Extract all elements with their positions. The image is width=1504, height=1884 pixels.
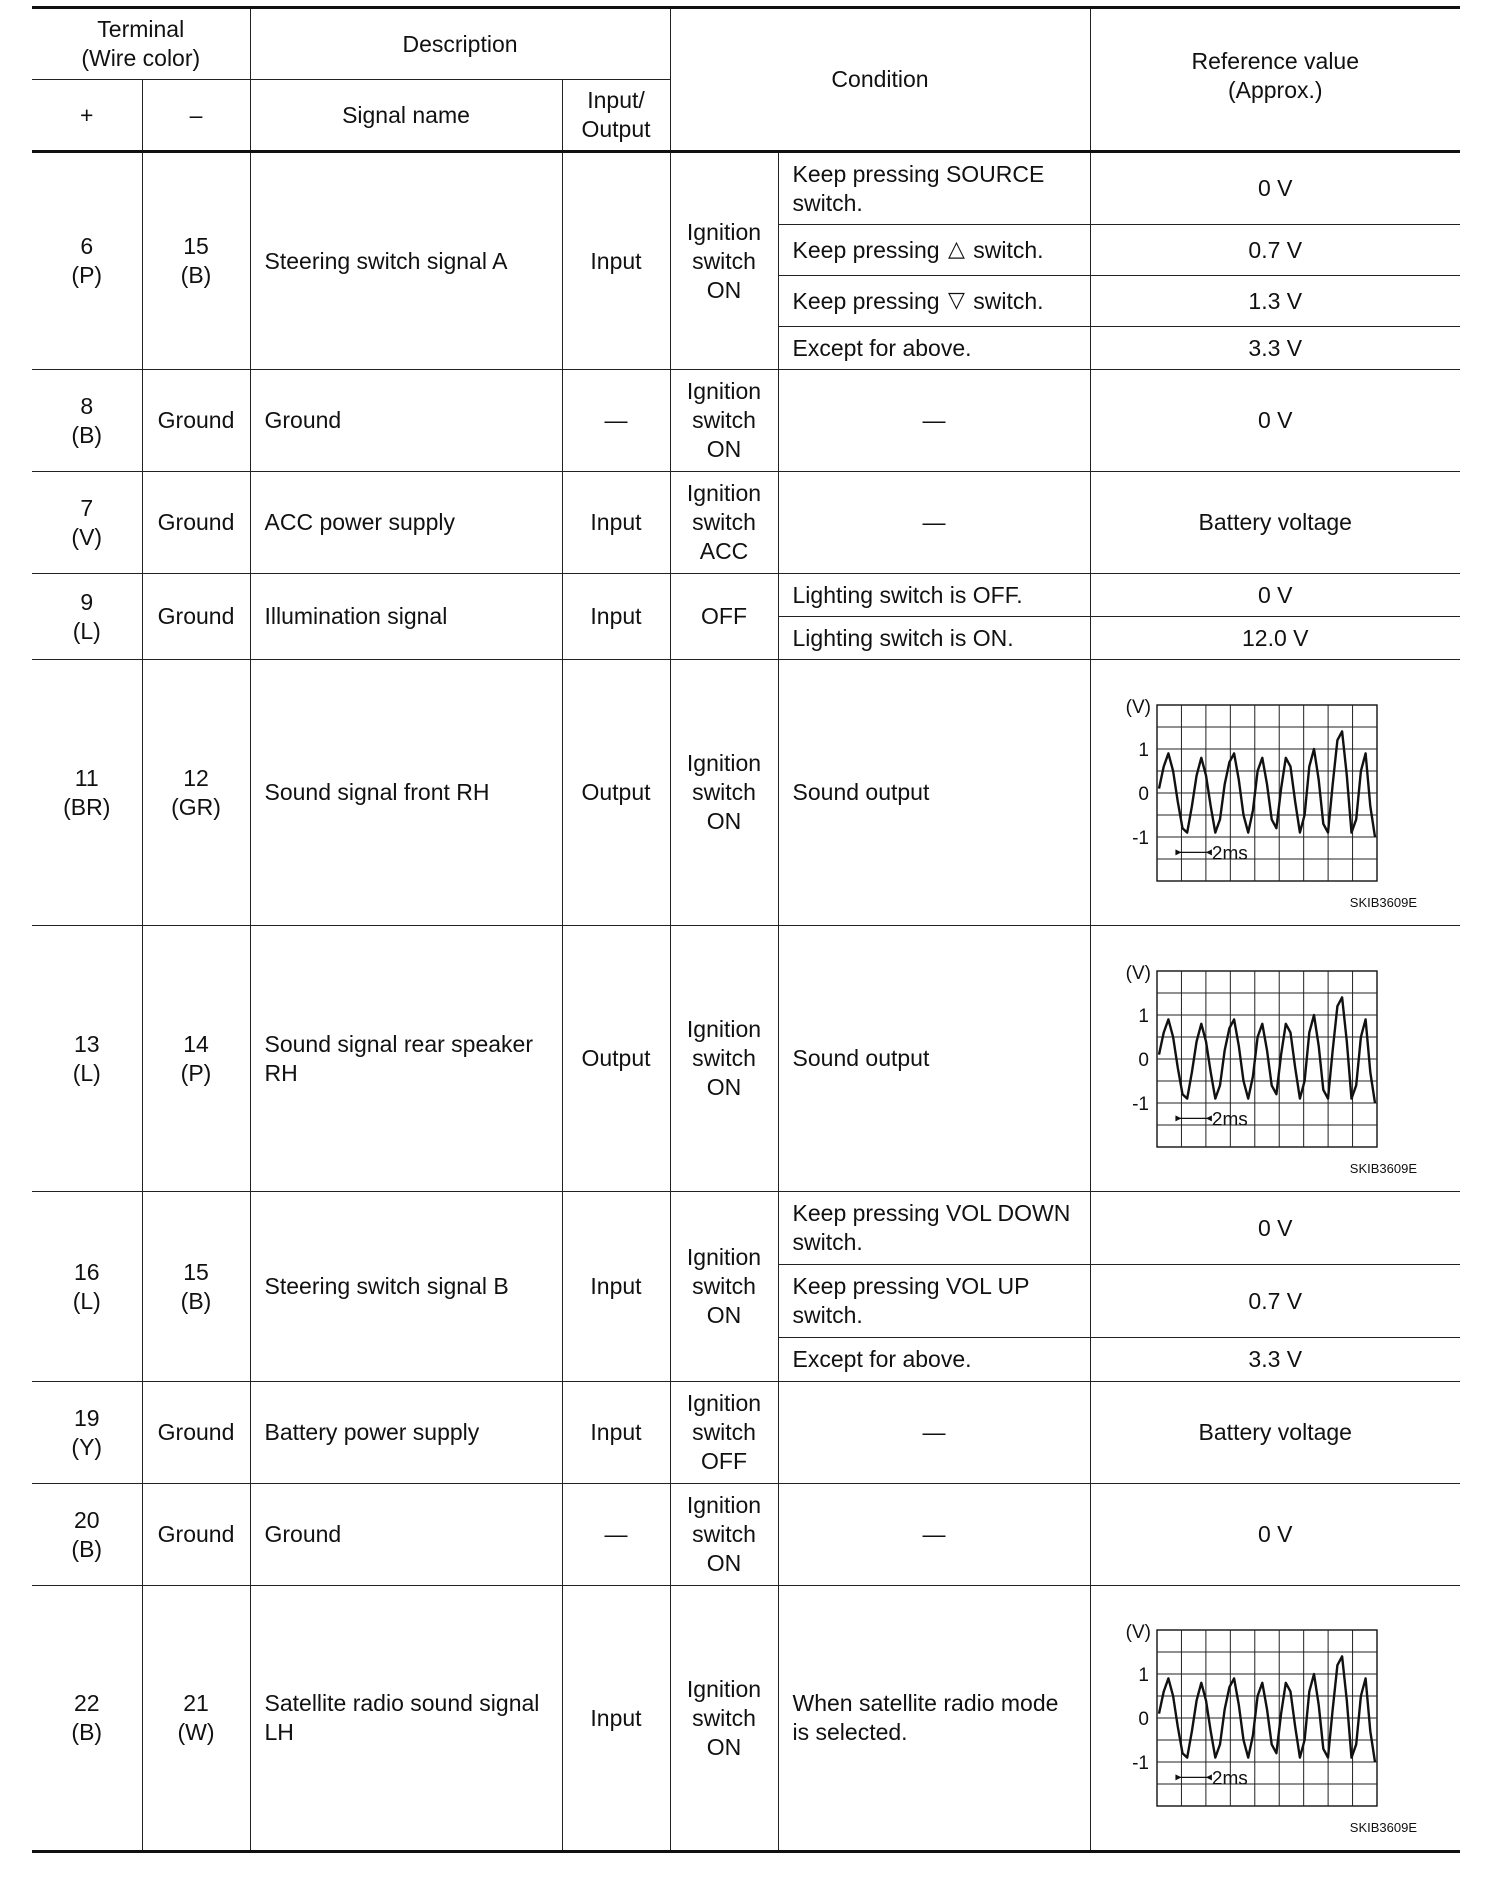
up-triangle-icon: △	[947, 235, 965, 261]
table-row	[32, 574, 1460, 617]
header-input-label: Input/	[587, 87, 645, 113]
sub-condition-cell: Lighting switch is ON.	[778, 617, 1090, 660]
io-cell: —	[562, 370, 670, 472]
io-cell: Output	[562, 660, 670, 926]
time-division-label: 2ms	[1212, 842, 1249, 864]
ignition-condition-cell: OFF	[670, 574, 778, 660]
waveform-tick-label: 0	[1138, 783, 1150, 805]
waveform-tick-label: -1	[1132, 827, 1150, 849]
minus-terminal-cell: Ground	[142, 370, 250, 472]
io-cell: Input	[562, 1586, 670, 1852]
reference-value-cell: 0 V	[1090, 370, 1460, 472]
ignition-condition-cell: Ignition switch OFF	[670, 1382, 778, 1484]
sub-condition-cell: Except for above.	[778, 327, 1090, 370]
waveform-chart	[1095, 939, 1455, 1179]
header-wire-color-label: (Wire color)	[81, 45, 201, 71]
header-plus: +	[32, 80, 142, 152]
signal-name-cell: Sound signal front RH	[250, 660, 562, 926]
ignition-condition-cell: Ignition switch ON	[670, 152, 778, 370]
minus-terminal-cell: 21 (W)	[142, 1586, 250, 1852]
waveform-cell	[1090, 926, 1460, 1192]
figure-code-label: SKIB3609E	[1350, 1820, 1418, 1835]
ignition-condition-cell: Ignition switch ON	[670, 660, 778, 926]
figure-code-label: SKIB3609E	[1350, 894, 1418, 910]
connector-terminal-table-sheet	[32, 6, 1460, 1853]
waveform-trace	[1159, 997, 1375, 1103]
signal-name-cell: Steering switch signal A	[250, 152, 562, 370]
signal-name-cell: Illumination signal	[250, 574, 562, 660]
waveform-tick-label: -1	[1132, 1093, 1150, 1115]
plus-terminal-cell: 19 (Y)	[32, 1382, 142, 1484]
reference-value-cell: 0.7 V	[1090, 225, 1460, 276]
table-row	[32, 1192, 1460, 1265]
plus-terminal-cell: 22 (B)	[32, 1586, 142, 1852]
plus-terminal-cell: 7 (V)	[32, 472, 142, 574]
ignition-condition-cell: Ignition switch ACC	[670, 472, 778, 574]
io-cell: Input	[562, 472, 670, 574]
terminal-reference-table	[32, 6, 1460, 1853]
waveform-tick-label: -1	[1132, 1753, 1150, 1774]
reference-value-cell: Battery voltage	[1090, 1382, 1460, 1484]
io-cell: Input	[562, 152, 670, 370]
reference-value-cell: Battery voltage	[1090, 472, 1460, 574]
table-row	[32, 472, 1460, 574]
reference-value-cell: 0 V	[1090, 1192, 1460, 1265]
table-row	[32, 1484, 1460, 1586]
header-condition: Condition	[670, 8, 1090, 152]
plus-terminal-cell: 6 (P)	[32, 152, 142, 370]
figure-code-label: SKIB3609E	[1350, 1160, 1418, 1176]
plus-terminal-cell: 20 (B)	[32, 1484, 142, 1586]
plus-terminal-cell: 11 (BR)	[32, 660, 142, 926]
reference-value-cell: 0 V	[1090, 574, 1460, 617]
signal-name-cell: Ground	[250, 1484, 562, 1586]
table-row	[32, 370, 1460, 472]
sub-condition-cell: Keep pressing ▽ switch.	[778, 276, 1090, 327]
reference-value-cell: 3.3 V	[1090, 1338, 1460, 1382]
signal-name-cell: Steering switch signal B	[250, 1192, 562, 1382]
minus-terminal-cell: 12 (GR)	[142, 660, 250, 926]
table-row	[32, 1382, 1460, 1484]
sub-condition-cell: Keep pressing △ switch.	[778, 225, 1090, 276]
io-cell: Input	[562, 574, 670, 660]
header-input-output	[562, 80, 670, 152]
reference-value-cell: 1.3 V	[1090, 276, 1460, 327]
waveform-tick-label: 1	[1138, 1665, 1150, 1686]
signal-name-cell: ACC power supply	[250, 472, 562, 574]
sub-condition-cell: Keep pressing SOURCE switch.	[778, 152, 1090, 225]
reference-value-cell: 0 V	[1090, 152, 1460, 225]
sub-condition-cell: Sound output	[778, 660, 1090, 926]
waveform-cell	[1090, 1586, 1460, 1852]
reference-value-cell: 0 V	[1090, 1484, 1460, 1586]
minus-terminal-cell: Ground	[142, 1382, 250, 1484]
waveform-tick-label: 0	[1138, 1709, 1150, 1730]
sub-condition-cell: —	[778, 370, 1090, 472]
io-cell: Output	[562, 926, 670, 1192]
header-signal-name: Signal name	[250, 80, 562, 152]
sub-condition-cell: Keep pressing VOL DOWN switch.	[778, 1192, 1090, 1265]
plus-terminal-cell: 8 (B)	[32, 370, 142, 472]
table-row	[32, 1586, 1460, 1852]
sub-condition-cell: —	[778, 1484, 1090, 1586]
sub-condition-cell: —	[778, 472, 1090, 574]
waveform-chart	[1095, 673, 1455, 913]
header-description: Description	[250, 8, 670, 80]
header-reference	[1090, 8, 1460, 152]
minus-terminal-cell: 14 (P)	[142, 926, 250, 1192]
sub-condition-cell: Lighting switch is OFF.	[778, 574, 1090, 617]
waveform-unit-label: (V)	[1125, 1622, 1152, 1643]
signal-name-cell: Satellite radio sound signal LH	[250, 1586, 562, 1852]
signal-name-cell: Battery power supply	[250, 1382, 562, 1484]
reference-value-cell: 0.7 V	[1090, 1265, 1460, 1338]
sub-condition-cell: Sound output	[778, 926, 1090, 1192]
ignition-condition-cell: Ignition switch ON	[670, 926, 778, 1192]
table-row	[32, 926, 1460, 1192]
waveform-cell	[1090, 660, 1460, 926]
sub-condition-cell: —	[778, 1382, 1090, 1484]
minus-terminal-cell: Ground	[142, 1484, 250, 1586]
header-reference-label: Reference value	[1191, 48, 1360, 74]
reference-value-cell: 12.0 V	[1090, 617, 1460, 660]
waveform-tick-label: 0	[1138, 1049, 1150, 1071]
down-triangle-icon: ▽	[947, 286, 965, 312]
table-row	[32, 660, 1460, 926]
waveform-tick-label: 1	[1138, 1005, 1150, 1027]
signal-name-cell: Ground	[250, 370, 562, 472]
sub-condition-cell: Except for above.	[778, 1338, 1090, 1382]
table-row	[32, 152, 1460, 225]
waveform-trace	[1159, 731, 1375, 837]
minus-terminal-cell: 15 (B)	[142, 1192, 250, 1382]
time-division-label: 2ms	[1212, 1108, 1249, 1130]
minus-terminal-cell: Ground	[142, 472, 250, 574]
header-terminal-label: Terminal	[97, 16, 185, 42]
header-output-label: Output	[581, 116, 651, 142]
waveform-chart	[1095, 1598, 1455, 1838]
waveform-trace	[1159, 1656, 1375, 1762]
waveform-unit-label: (V)	[1125, 962, 1152, 984]
plus-terminal-cell: 16 (L)	[32, 1192, 142, 1382]
io-cell: Input	[562, 1382, 670, 1484]
header-approx-label: (Approx.)	[1227, 77, 1323, 103]
ignition-condition-cell: Ignition switch ON	[670, 1586, 778, 1852]
time-division-label: 2ms	[1212, 1768, 1249, 1790]
sub-condition-cell: When satellite radio mode is selected.	[778, 1586, 1090, 1852]
reference-value-cell: 3.3 V	[1090, 327, 1460, 370]
waveform-unit-label: (V)	[1125, 696, 1152, 718]
minus-terminal-cell: 15 (B)	[142, 152, 250, 370]
header-terminal	[32, 8, 250, 80]
waveform-tick-label: 1	[1138, 739, 1150, 761]
signal-name-cell: Sound signal rear speaker RH	[250, 926, 562, 1192]
ignition-condition-cell: Ignition switch ON	[670, 1484, 778, 1586]
plus-terminal-cell: 9 (L)	[32, 574, 142, 660]
header-minus: –	[142, 80, 250, 152]
io-cell: —	[562, 1484, 670, 1586]
minus-terminal-cell: Ground	[142, 574, 250, 660]
io-cell: Input	[562, 1192, 670, 1382]
ignition-condition-cell: Ignition switch ON	[670, 1192, 778, 1382]
plus-terminal-cell: 13 (L)	[32, 926, 142, 1192]
ignition-condition-cell: Ignition switch ON	[670, 370, 778, 472]
sub-condition-cell: Keep pressing VOL UP switch.	[778, 1265, 1090, 1338]
